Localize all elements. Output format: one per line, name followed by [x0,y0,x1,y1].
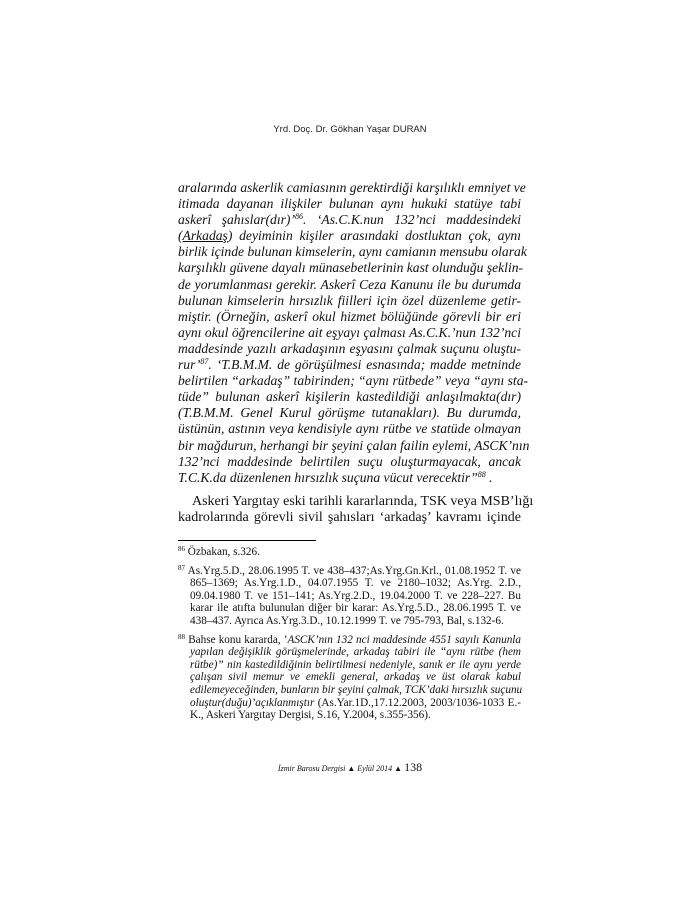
text-line: belirtilen “arkadaş” tabirinden; “aynı rütbede” veya “aynı sta- [178,373,529,389]
journal-name: İzmir Barosu Dergisi [277,764,346,773]
text-line [178,697,521,710]
text: T.C.K.da düzenlenen hırsızlık suçuna vücut verecektir” [178,469,478,485]
text-line: kadrolarında görevli sivil şahısları ‘arkadaş’ kavramı içinde [178,509,521,525]
text-line: 09.04.1980 T. ve 151–141; As.Yrg.2.D., 19.04.2000 T. ve 228–227. Bu [190,589,521,602]
text-line: karşılıklı güvene dayalı münasebetlerinin kast olunduğu şeklin- [178,260,524,276]
text-line [178,228,521,244]
text-line [178,565,521,578]
issue-date: Eylül 2014 [357,764,393,773]
text-line: 132’nci maddesinde belirtilen suçu oluşturmayacak, ancak [178,453,521,469]
text-line: itimada dayanan ilişkiler bulunan aynı hukuki statüye tabi [178,196,521,212]
running-head: Yrd. Doç. Dr. Gökhan Yaşar DURAN [273,124,427,135]
footnote-86 [178,546,521,559]
text: rur’ [178,357,201,373]
text: oluştur(duğu)’açıklanmıştır [190,696,315,709]
text-line [178,546,521,559]
footnote-87 [178,565,521,628]
text: ASCK’nın 132 nci maddesinde 4551 sayılı Kanunla [287,633,521,646]
text: (As.Yar.1D.,17.12.2003, 2003/1036-1033 E.- [314,696,521,709]
text: As.Yrg.5.D., 28.06.1995 T. ve 438–437;As.Yrg.Gn.Krl., 01.08.1952 T. ve [187,564,521,577]
text-line: tüde” bulunan askerî kişilerin kastedildiği anlaşılmakta(dır) [178,389,521,405]
footnote-number: 86 [178,545,185,553]
footnote-88 [178,634,521,722]
footnotes [178,546,521,728]
text: ( [178,228,183,244]
text-line [178,357,521,373]
footnote-number: 87 [178,563,185,572]
text-line: miştir. (Örneğin, askerî okul hizmet bölüğünde görevli bir eri [178,308,521,324]
text-line: (T.B.M.M. Genel Kurul görüşme tutanakları). Bu durumda, [178,405,521,421]
text-line: maddesinde yazılı arkadaşının eşyasını çalmak suçunu oluştu- [178,340,521,356]
text-line: karar ile atıfta bulunulan diğer bir karar: As.Yrg.5.D., 28.06.1995 T. ve [190,602,521,615]
text-line: yapılan değişiklik görüşmelerinde, arkadaş tabiri ile “aynı rütbe (hem [190,646,521,659]
footnote-separator [178,540,316,541]
footnote-number: 88 [178,632,185,641]
separator-icon: ▲ [394,764,403,773]
text: askerî şahıslar(dır)’ [178,212,295,228]
body-text [178,180,534,526]
text-line: Askeri Yargıtay eski tarihli kararlarında, TSK veya MSB’lığı [192,493,534,509]
text-line: bulunan kimselerin hırsızlık fiilleri için özel düzenleme getir- [178,292,521,308]
text-line: 865–1369; As.Yrg.1.D., 04.07.1955 T. ve 2180–1032; As.Yrg. 2.D., [190,577,521,590]
text-line: aralarında askerlik camiasının gerektirdiği karşılıklı emniyet ve [178,180,526,195]
text-line [178,634,521,647]
text: Bahse konu kararda, ’ [188,633,288,646]
text-line [178,212,521,228]
footnote-ref-88[interactable]: 88 [477,469,486,479]
page-number: 138 [404,760,423,774]
text-line: aynı okul öğrencilerine ait eşyayı çalması As.C.K.’nun 132’nci [178,324,521,340]
paragraph [178,493,534,526]
text-line: üstünün, astının veya kendisiyle aynı rütbe ve statüde olmayan [178,421,521,437]
text-line: rütbe)” nin kastedildiğinin belirtilmesi nedeniyle, sanık er ile aynı yerde [190,658,521,671]
text-line: edilemeyeceğinden, bunların bir şeyini çalmak, TCK’daki hırsızlık suçunu [190,683,523,696]
text: . ‘As.C.K.nun 132’nci maddesindeki [302,212,521,228]
footnote-ref-87[interactable]: 87 [200,357,209,367]
quoted-passage [178,180,530,486]
text-line: de yorumlanması gerekir. Askerî Ceza Kanunu ile bu durumda [178,276,521,292]
separator-icon: ▲ [347,764,356,773]
text-line: bir mağdurun, herhangi bir şeyini çalan failin eylemi, ASCK’nın [178,437,530,453]
underlined-term: Arkadaş [182,228,228,244]
text-line: birlik içinde bulunan kimselerin, aynı camianın mensubu olarak [178,244,527,260]
page-footer [0,760,700,775]
text-line: K., Askeri Yargıtay Dergisi, S.16, Y.2004, s.355-356). [190,709,431,722]
text-line [178,470,521,486]
text-line: çalışan sivil memur ve emekli general, arkadaş ve üst olarak kabul [190,671,521,684]
text-line: 438–437. Ayrıca As.Yrg.3.D., 10.12.1999 T. ve 795-793, Bal, s.132-6. [190,614,504,627]
text: . [485,469,493,485]
text: ) deyiminin kişiler arasındaki dostluktan çok, aynı [227,228,521,244]
text: . ‘T.B.M.M. de görüşülmesi esnasında; madde metninde [208,357,521,373]
text: Özbakan, s.326. [187,546,260,558]
footnote-ref-86[interactable]: 86 [294,212,303,222]
